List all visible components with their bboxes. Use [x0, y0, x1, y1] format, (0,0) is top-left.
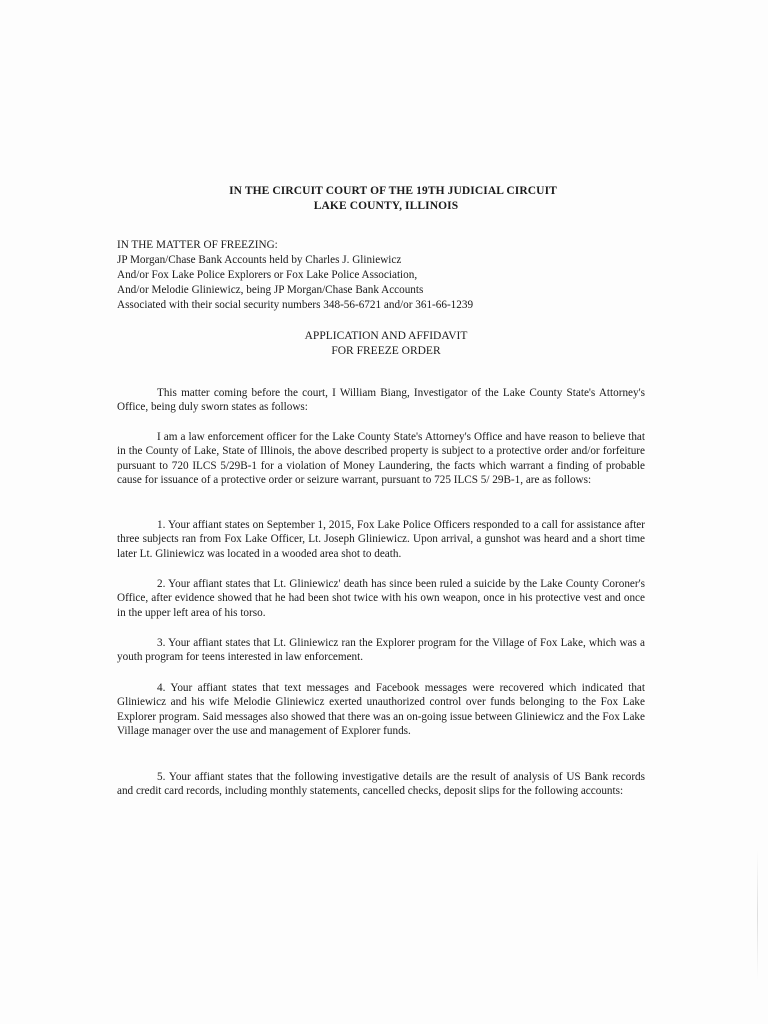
officer-paragraph: I am a law enforcement officer for the Lake County State's Attorney's Office and have reason to believe that in the County of Lake, State of Illinois, the above described property is subject to a protective order and/or forfeiture pursuant to 720 ILCS 5/29B-1 for a violation of Money Laundering, the facts which warrant a finding of probable cause for issuance of a protective order or seizure warrant, pursuant to 725 ILCS 5/ 29B-1, are as follows: [117, 431, 645, 487]
affidavit-paragraph-2: 2. Your affiant states that Lt. Gliniewicz' death has since been ruled a suicide by the Lake County Coroner's Office, after evidence showed that he had been shot twice with his own weapon, once in his protective vest and once in the upper left area of his torso. [117, 578, 645, 619]
affidavit-paragraph-4: 4. Your affiant states that text messages and Facebook messages were recovered which indicated that Gliniewicz and his wife Melodie Gliniewicz exerted unauthorized control over funds belonging to the Fox Lake Explorer program. Said messages also showed that there was an on-going issue between Gliniewicz and the Fox Lake Village manager over the use and management of Explorer funds. [117, 682, 645, 738]
affidavit-paragraph-1: 1. Your affiant states on September 1, 2015, Fox Lake Police Officers responded to a call for assistance after three subjects ran from Fox Lake Officer, Lt. Joseph Gliniewicz. Upon arrival, a gunshot was heard and a short time later Lt. Gliniewicz was located in a wooded area shot to death. [117, 519, 645, 560]
scan-artifact [757, 850, 758, 980]
matter-caption [117, 238, 677, 313]
affidavit-paragraph-3: 3. Your affiant states that Lt. Gliniewicz ran the Explorer program for the Village of Fox Lake, which was a youth program for teens interested in law enforcement. [117, 637, 645, 664]
title-line-2: FOR FREEZE ORDER [331, 345, 441, 357]
matter-line: Associated with their social security numbers 348-56-6721 and/or 361-66-1239 [117, 299, 474, 311]
matter-line: JP Morgan/Chase Bank Accounts held by Charles J. Gliniewicz [117, 254, 402, 266]
matter-line: And/or Fox Lake Police Explorers or Fox Lake Police Association, [117, 269, 418, 281]
document-title [0, 329, 768, 359]
matter-line: IN THE MATTER OF FREEZING: [117, 239, 278, 251]
intro-paragraph: This matter coming before the court, I William Biang, Investigator of the Lake County State's Attorney's Office, being duly sworn states as follows: [117, 387, 645, 414]
affidavit-paragraph-5: 5. Your affiant states that the following investigative details are the result of analysis of US Bank records and credit card records, including monthly statements, cancelled checks, deposit slips for the following accounts: [117, 771, 645, 798]
title-line-1: APPLICATION AND AFFIDAVIT [304, 330, 468, 342]
matter-line: And/or Melodie Gliniewicz, being JP Morgan/Chase Bank Accounts [117, 284, 424, 296]
court-header [0, 184, 768, 214]
court-name: IN THE CIRCUIT COURT OF THE 19TH JUDICIAL CIRCUIT [229, 185, 557, 197]
county-name: LAKE COUNTY, ILLINOIS [313, 200, 459, 212]
